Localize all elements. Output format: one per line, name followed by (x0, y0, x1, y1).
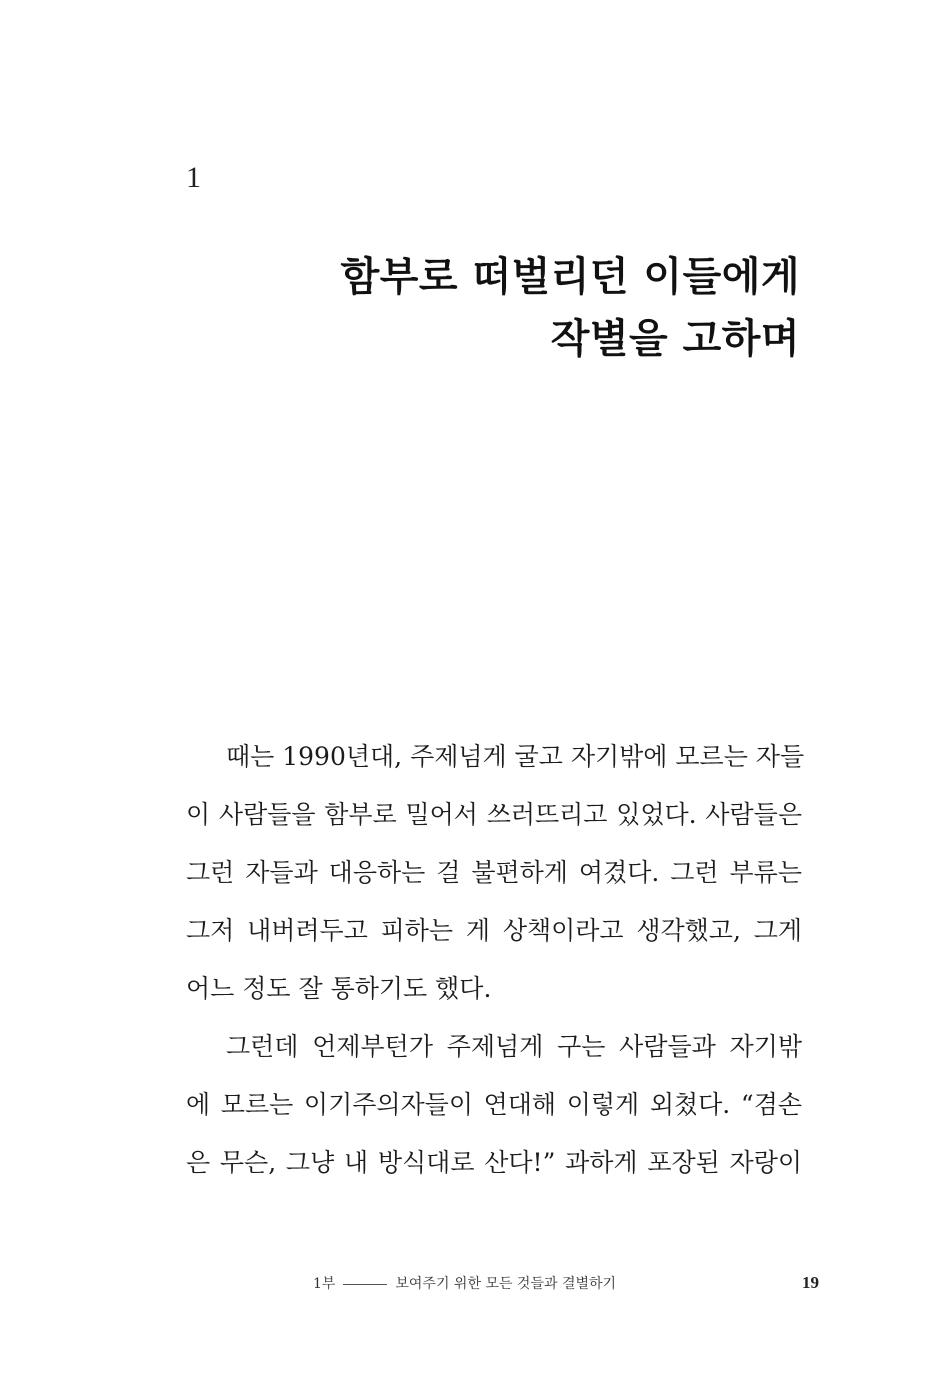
chapter-number: 1 (186, 161, 201, 194)
text-line: 그런 자들과 대응하는 걸 불편하게 여겼다. 그런 부류는 (186, 858, 802, 887)
text-line: 때는 1990년대, 주제넘게 굴고 자기밖에 모르는 자들 (226, 742, 805, 771)
text-line: 그런데 언제부턴가 주제넘게 구는 사람들과 자기밖 (226, 1032, 802, 1061)
text-line: 어느 정도 잘 통하기도 했다. (186, 974, 492, 1003)
body-text (186, 728, 805, 1192)
part-title: 보여주기 위한 모든 것들과 결별하기 (395, 1276, 617, 1292)
part-label: 1부 (312, 1276, 336, 1292)
paragraph (186, 1018, 802, 1192)
chapter-title (300, 246, 800, 370)
text-line: 그저 내버려두고 피하는 게 상책이라고 생각했고, 그게 (186, 916, 802, 945)
page-number: 19 (802, 1273, 819, 1292)
chapter-title-line: 작별을 고하며 (550, 316, 800, 362)
chapter-title-line: 함부로 떠벌리던 이들에게 (340, 254, 800, 300)
text-line: 은 무슨, 그냥 내 방식대로 산다!” 과하게 포장된 자랑이 (186, 1148, 802, 1177)
text-line: 에 모르는 이기주의자들이 연대해 이렇게 외쳤다. “겸손 (186, 1090, 802, 1119)
footer-dash (343, 1284, 387, 1285)
running-footer (0, 1275, 929, 1293)
text-line: 이 사람들을 함부로 밀어서 쓰러뜨리고 있었다. 사람들은 (186, 800, 802, 829)
paragraph (186, 728, 805, 1018)
